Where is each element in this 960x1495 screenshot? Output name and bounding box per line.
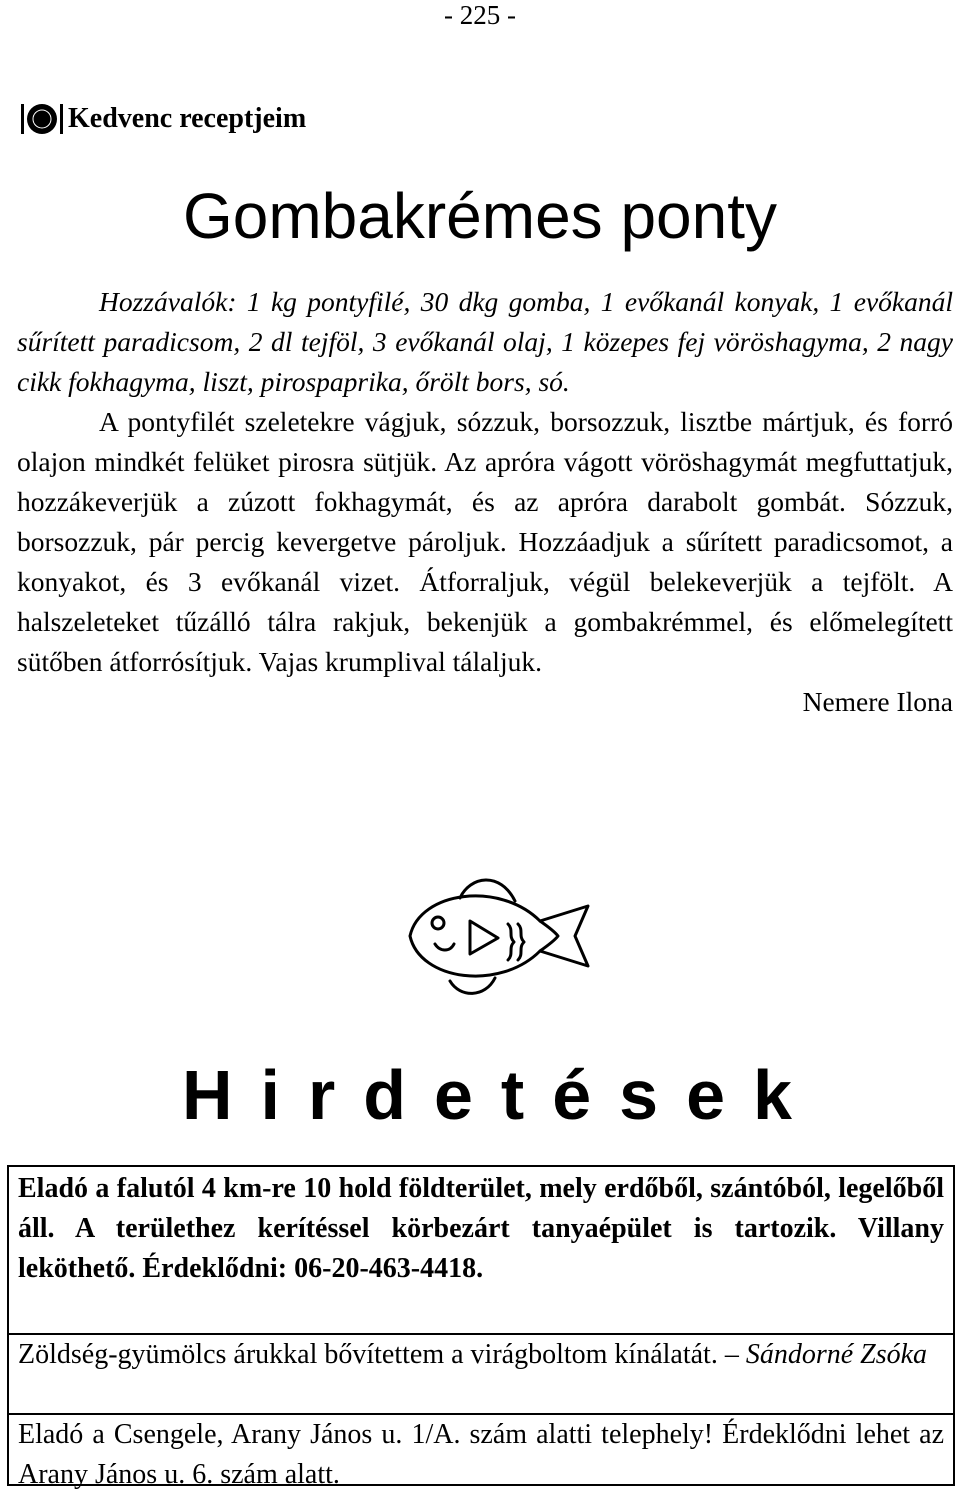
- section-label: [20, 102, 306, 136]
- plate-cutlery-icon: [20, 102, 64, 136]
- ad-text: Zöldség-gyümölcs árukkal bővítettem a virágboltom kínálatát. –: [18, 1339, 739, 1370]
- ad-item: [9, 1413, 953, 1488]
- ad-signature: Sándorné Zsóka: [745, 1339, 928, 1370]
- recipe-body: [17, 282, 953, 722]
- recipe-title: Gombakrémes ponty: [182, 180, 778, 252]
- ad-text: Eladó a falutól 4 km-re 10 hold földterület, mely erdőből, szántóból, legelőből áll. A területhez kerítéssel körbezárt tanyaépület is tartozik. Villany leköthető. Érdeklődni: 06-20-463-4418.: [18, 1173, 944, 1284]
- recipe-instructions: A pontyfilét szeletekre vágjuk, sózzuk, borsozzuk, lisztbe mártjuk, és forró olajon mindkét felüket pirosra sütjük. Az apróra vágott vöröshagymát megfuttatjuk, hozzákeverjük a zúzott fokhagymát, és az apróra darabolt gombát. Sózzuk, borsozzuk, pár percig kevergetve pároljuk. Hozzáadjuk a sűrített paradicsomot, a konyakot, és 3 evőkanál vizet. Átforraljuk, végül belekeverjük a tejfölt. A halszeleteket tűzálló tálra rakjuk, bekenjük a gombakrémmel, és előmelegített sütőben átforrósítjuk. Vajas krumplival tálaljuk.: [17, 406, 953, 677]
- ads-box: [7, 1165, 955, 1490]
- ad-item: [9, 1333, 953, 1413]
- recipe-author: Nemere Ilona: [802, 686, 953, 717]
- fish-icon: [390, 866, 590, 1006]
- page-number: - 225 -: [444, 0, 516, 30]
- recipe-ingredients: Hozzávalók: 1 kg pontyfilé, 30 dkg gomba, 1 evőkanál konyak, 1 evőkanál sűrített paradicsom, 2 dl tejföl, 3 evőkanál olaj, 1 közepes fej vöröshagyma, 2 nagy cikk fokhagyma, liszt, pirospaprika, őrölt bors, só.: [17, 286, 953, 397]
- section-label-text: Kedvenc receptjeim: [68, 103, 307, 134]
- ads-title: Hirdetések: [182, 1056, 820, 1134]
- ad-text: Eladó a Csengele, Arany János u. 1/A. szám alatti telephely! Érdeklődni lehet az Arany János u. 6. szám alatt.: [18, 1419, 944, 1490]
- ad-item: [9, 1167, 953, 1333]
